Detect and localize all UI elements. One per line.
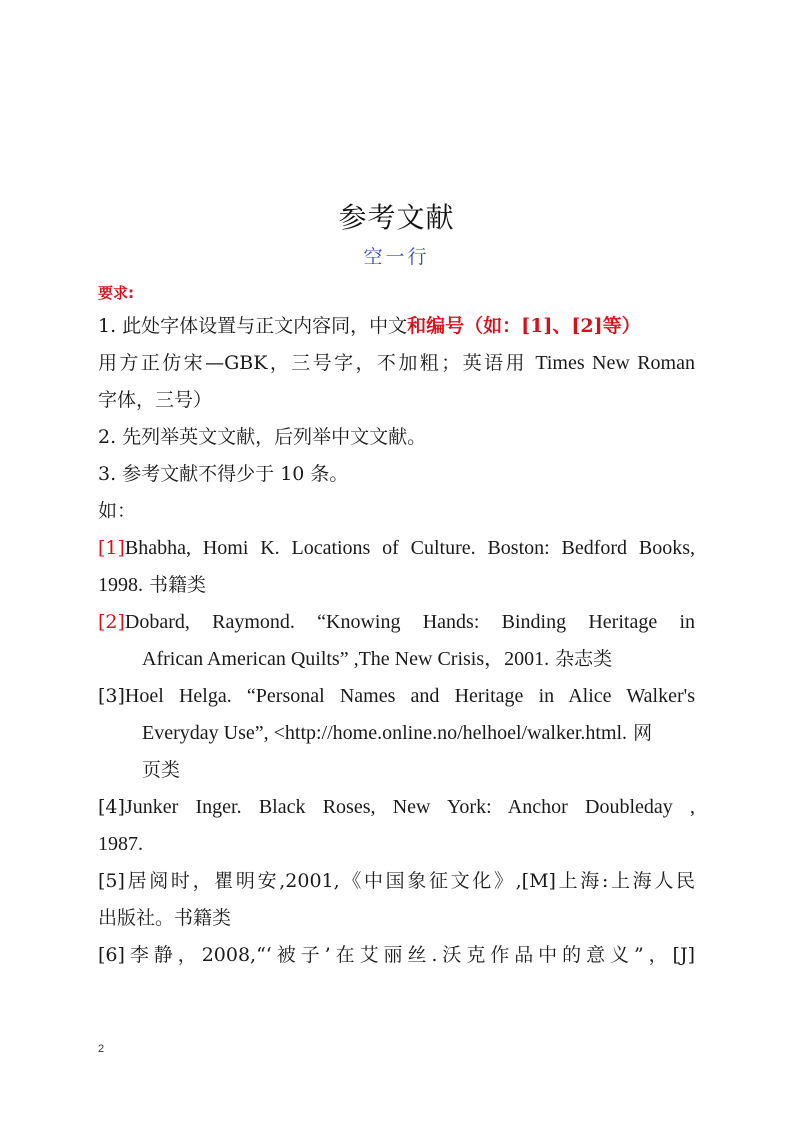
reference-3-line-3: 页类 bbox=[142, 759, 181, 781]
reference-5-line-1 bbox=[98, 863, 695, 900]
reference-3-url: Everyday Use”, <http://home.online.no/helhoel/walker.html. bbox=[142, 722, 628, 744]
reference-1-line-1 bbox=[98, 530, 695, 567]
reference-2-line-2 bbox=[98, 641, 695, 678]
requirement-item-1-text: 1. 此处字体设置与正文内容同，中文 bbox=[98, 315, 408, 337]
reference-5-text: 居阅时，瞿明安,2001,《中国象征文化》,[M]上海:上海人民 bbox=[124, 870, 695, 892]
requirement-item-3: 3. 参考文献不得少于 10 条。 bbox=[98, 463, 349, 485]
reference-4-text: Junker Inger. Black Roses, New York: Anchor Doubleday , bbox=[124, 796, 695, 818]
reference-4-line-2: 1987. bbox=[98, 833, 143, 855]
reference-1-number: [1] bbox=[98, 537, 125, 559]
reference-3-number: [3] bbox=[98, 685, 125, 707]
requirement-item-1-font-name: Times New Roman bbox=[535, 352, 695, 374]
document-body bbox=[98, 278, 695, 974]
reference-2-number: [2] bbox=[98, 611, 125, 633]
reference-1-line-2 bbox=[98, 567, 695, 604]
reference-3-type-start: 网 bbox=[627, 722, 653, 744]
reference-1-text: Bhabha, Homi K. Locations of Culture. Boston: Bedford Books, bbox=[124, 537, 695, 559]
blank-line-hint: 空一行 bbox=[363, 246, 430, 268]
reference-6-line-1 bbox=[98, 937, 695, 974]
reference-3-line-1 bbox=[98, 678, 695, 715]
reference-6-text: 李静，2008,“‘被子’在艾丽丝.沃克作品中的意义”，[J] bbox=[124, 944, 695, 966]
requirement-item-1-line-3: 字体，三号） bbox=[98, 389, 213, 411]
reference-2-text: Dobard, Raymond. “Knowing Hands: Binding Heritage in bbox=[124, 611, 695, 633]
requirement-item-1-line-2 bbox=[98, 345, 695, 382]
reference-2-type: 杂志类 bbox=[549, 648, 613, 670]
page-title: 参考文献 bbox=[338, 201, 455, 234]
example-label: 如： bbox=[98, 500, 137, 522]
reference-6-number: [6] bbox=[98, 944, 125, 966]
requirement-item-2: 2. 先列举英文文献，后列举中文文献。 bbox=[98, 426, 427, 448]
reference-5-line-2: 出版社。书籍类 bbox=[98, 907, 232, 929]
requirements-label: 要求: bbox=[98, 284, 134, 302]
requirement-item-1-highlight: 和编号（如：[1]、[2]等） bbox=[407, 315, 641, 337]
requirement-item-1-font-text: 用方正仿宋—GBK，三号字，不加粗；英语用 bbox=[98, 352, 536, 374]
reference-3-line-2 bbox=[98, 715, 695, 752]
reference-4-number: [4] bbox=[98, 796, 125, 818]
reference-2-source: African American Quilts” ,The New Crisis，2001. bbox=[142, 648, 550, 670]
reference-4-line-1 bbox=[98, 789, 695, 826]
requirement-item-1-line-1 bbox=[98, 308, 695, 345]
reference-1-type: 书籍类 bbox=[143, 574, 207, 596]
page-number: 2 bbox=[98, 1043, 105, 1055]
reference-1-year: 1998. bbox=[98, 574, 143, 596]
reference-5-number: [5] bbox=[98, 870, 125, 892]
reference-3-text: Hoel Helga. “Personal Names and Heritage in Alice Walker's bbox=[124, 685, 695, 707]
reference-2-line-1 bbox=[98, 604, 695, 641]
